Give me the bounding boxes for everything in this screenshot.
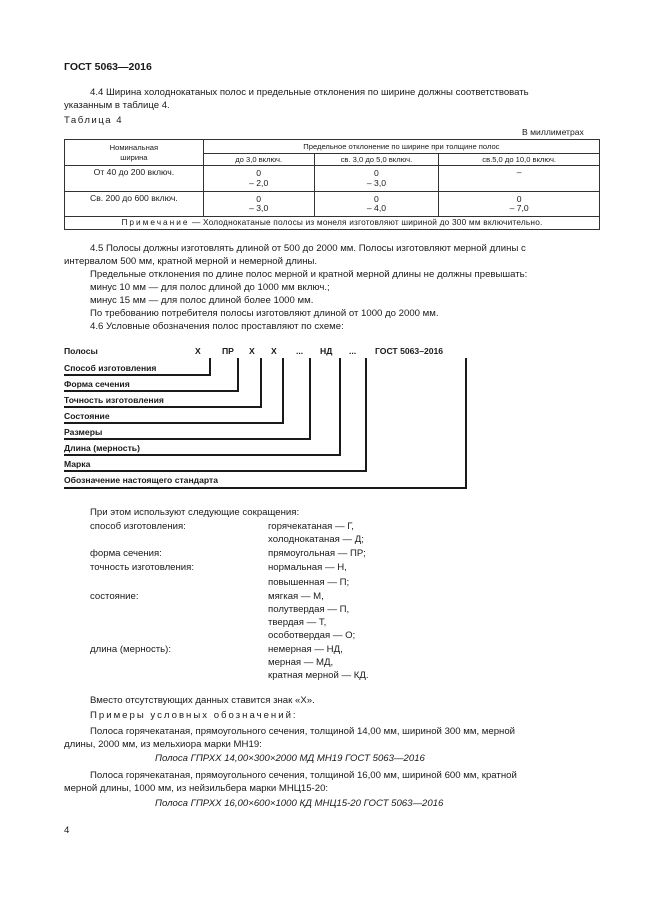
example2-code: Полоса ГПРХХ 16,00×600×1000 КД МНЦ15-20 ГОСТ 5063—2016: [155, 798, 444, 809]
scheme-label-state: Состояние: [64, 411, 110, 421]
document-code: ГОСТ 5063—2016: [64, 61, 152, 73]
abbr-value: холоднокатаная — Д;: [268, 534, 364, 545]
table-note-row: [65, 217, 600, 230]
scheme-vline-6: [339, 358, 341, 456]
table-4: [64, 139, 600, 230]
scheme-hline-1: [64, 374, 211, 376]
s45-line2: интервалом 500 мм, кратной мерной и немерной длины.: [64, 256, 318, 267]
abbr-value: мерная — МД,: [268, 657, 334, 668]
scheme-head-polosy: Полосы: [64, 346, 98, 356]
scheme-hline-8: [64, 487, 467, 489]
abbr-key: длина (мерность):: [90, 644, 171, 655]
example1-line2: длины, 2000 мм, из мельхиора марки МН19:: [64, 739, 262, 750]
scheme-label-sizes: Размеры: [64, 427, 103, 437]
scheme-head-x3: Х: [271, 346, 277, 356]
scheme-vline-5: [309, 358, 311, 440]
s44-line2: указанным в таблице 4.: [64, 100, 170, 111]
scheme-head-x1: Х: [195, 346, 201, 356]
abbr-key: состояние:: [90, 591, 139, 602]
scheme-hline-7: [64, 470, 367, 472]
scheme-head-dots1: ...: [296, 346, 304, 356]
scheme-hline-2: [64, 390, 239, 392]
abbr-value: немерная — НД,: [268, 644, 343, 655]
table-row: Св. 200 до 600 включ. 0 – 3,0 0 – 4,0 0 – 7,0: [65, 192, 600, 217]
scheme-head-pr: ПР: [222, 346, 234, 356]
s44-line1: 4.4 Ширина холоднокатаных полос и предельные отклонения по ширине должны соответствовать: [90, 87, 529, 98]
abbr-key: форма сечения:: [90, 548, 162, 559]
abbr-value: горячекатаная — Г,: [268, 521, 354, 532]
s45-line6: По требованию потребителя полосы изготовляют длиной от 1000 до 2000 мм.: [90, 308, 439, 319]
sub-header-1: до 3,0 включ.: [203, 154, 314, 166]
col-header-width: Номинальная ширина: [65, 140, 204, 166]
scheme-label-method: Способ изготовления: [64, 363, 157, 373]
scheme-label-length: Длина (мерность): [64, 443, 140, 453]
abbr-value: повышенная — П;: [268, 577, 350, 588]
abbr-intro: При этом используют следующие сокращения:: [90, 507, 300, 518]
s45-line3: Предельные отклонения по длине полос мерной и кратной мерной длины не должны превышать:: [90, 269, 528, 280]
scheme-head-nd: НД: [320, 346, 333, 356]
scheme-head-gost: ГОСТ 5063–2016: [375, 346, 444, 356]
sub-header-2: св. 3,0 до 5,0 включ.: [314, 154, 439, 166]
scheme-head-dots2: ...: [349, 346, 357, 356]
s46-line1: 4.6 Условные обозначения полос проставляют по схеме:: [90, 321, 344, 332]
examples-title: Примеры условных обозначений:: [90, 710, 298, 721]
scheme-label-grade: Марка: [64, 459, 91, 469]
absent-sign-note: Вместо отсутствующих данных ставится знак «Х».: [90, 695, 315, 706]
abbr-value: кратная мерной — КД.: [268, 670, 369, 681]
scheme-head-x2: Х: [249, 346, 255, 356]
abbr-value: твердая — Т,: [268, 617, 327, 628]
note-text: — Холоднокатаные полосы из монеля изготовляют шириной до 300 мм включительно.: [189, 217, 543, 228]
scheme-vline-8: [465, 358, 467, 489]
scheme-vline-7: [365, 358, 367, 472]
table-unit: В миллиметрах: [522, 127, 584, 137]
scheme-label-accuracy: Точность изготовления: [64, 395, 164, 405]
abbr-key: точность изготовления:: [90, 562, 195, 573]
example1-line1: Полоса горячекатаная, прямоугольного сечения, толщиной 14,00 мм, шириной 300 мм, мерной: [90, 726, 516, 737]
sub-header-3: св.5,0 до 10,0 включ.: [439, 154, 600, 166]
table-caption: Таблица 4: [64, 115, 124, 126]
scheme-vline-3: [260, 358, 262, 408]
scheme-label-standard: Обозначение настоящего стандарта: [64, 475, 219, 485]
page-number: 4: [64, 825, 70, 836]
s45-line5: минус 15 мм — для полос длиной более 1000 мм.: [90, 295, 314, 306]
scheme-hline-4: [64, 422, 284, 424]
note-label: Примечание: [121, 217, 190, 228]
abbr-key: способ изготовления:: [90, 521, 186, 532]
abbr-value: особотвердая — О;: [268, 630, 356, 641]
abbr-value: нормальная — Н,: [268, 562, 347, 573]
example1-code: Полоса ГПРХХ 14,00×300×2000 МД МН19 ГОСТ 5063—2016: [155, 753, 425, 764]
group-header: Предельное отклонение по ширине при толщине полос: [203, 140, 599, 154]
scheme-label-section: Форма сечения: [64, 379, 130, 389]
scheme-vline-2: [237, 358, 239, 392]
s45-line1: 4.5 Полосы должны изготовлять длиной от 500 до 2000 мм. Полосы изготовляют мерной длины с: [90, 243, 526, 254]
s45-line4: минус 10 мм — для полос длиной до 1000 мм включ.;: [90, 282, 330, 293]
abbr-value: мягкая — М,: [268, 591, 324, 602]
scheme-hline-5: [64, 438, 311, 440]
scheme-vline-4: [282, 358, 284, 424]
scheme-vline-1: [209, 358, 211, 376]
abbr-value: полутвердая — П,: [268, 604, 350, 615]
scheme-hline-3: [64, 406, 262, 408]
example2-line1: Полоса горячекатаная, прямоугольного сечения, толщиной 16,00 мм, шириной 600 мм, кратной: [90, 770, 517, 781]
abbr-value: прямоугольная — ПР;: [268, 548, 366, 559]
table-row: От 40 до 200 включ. 0 – 2,0 0 – 3,0 –: [65, 166, 600, 192]
example2-line2: мерной длины, 1000 мм, из нейзильбера марки МНЦ15-20:: [64, 783, 329, 794]
scheme-hline-6: [64, 454, 341, 456]
